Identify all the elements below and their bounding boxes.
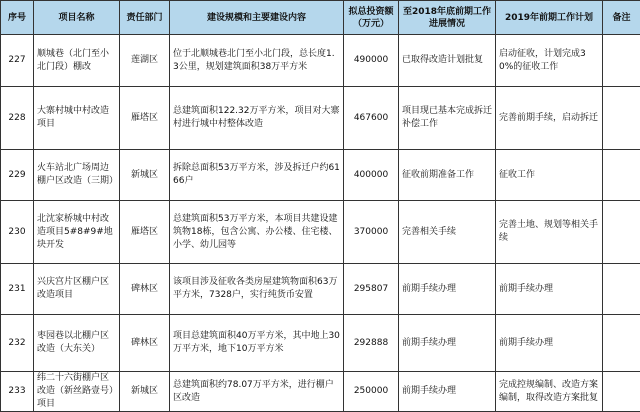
cell-scale: 总建筑面积53万平方米，本项目共建设建筑物18栋，包含公寓、办公楼、住宅楼、小学、幼儿园等 bbox=[170, 201, 344, 264]
cell-seq: 230 bbox=[1, 201, 34, 264]
cell-progress: 已取得改造计划批复 bbox=[399, 35, 496, 87]
cell-dept: 新城区 bbox=[120, 150, 170, 201]
header-row bbox=[1, 1, 640, 35]
cell-invest: 370000 bbox=[344, 201, 399, 264]
header-progress: 至2018年底前期工作进展情况 bbox=[399, 1, 496, 35]
cell-scale: 该项目涉及征收各类房屋建筑物面积63万平方米，7328户，实行纯货币安置 bbox=[170, 264, 344, 315]
table-row bbox=[1, 150, 640, 201]
cell-plan: 前期手续办理 bbox=[496, 315, 603, 372]
cell-note bbox=[603, 150, 640, 201]
cell-scale: 总建筑面积122.32万平方米，项目对大寨村进行城中村整体改造 bbox=[170, 87, 344, 150]
cell-name: 纬二十六街棚户区改造（新丝路壹号）项目 bbox=[34, 372, 120, 412]
cell-dept: 雁塔区 bbox=[120, 201, 170, 264]
cell-plan: 完善土地、规划等相关手续 bbox=[496, 201, 603, 264]
header-name: 项目名称 bbox=[34, 1, 120, 35]
cell-invest: 295807 bbox=[344, 264, 399, 315]
cell-scale: 总建筑面积约78.07万平方米，进行棚户区改造 bbox=[170, 372, 344, 412]
cell-name: 枣园巷以北棚户区改造（大东关） bbox=[34, 315, 120, 372]
cell-seq: 233 bbox=[1, 372, 34, 412]
cell-note bbox=[603, 35, 640, 87]
cell-note bbox=[603, 201, 640, 264]
cell-name: 顺城巷（北门至小北门段）棚改 bbox=[34, 35, 120, 87]
header-scale: 建设规模和主要建设内容 bbox=[170, 1, 344, 35]
cell-plan: 完善前期手续，启动拆迁 bbox=[496, 87, 603, 150]
cell-dept: 莲湖区 bbox=[120, 35, 170, 87]
cell-name: 大寨村城中村改造项目 bbox=[34, 87, 120, 150]
cell-name: 兴庆宫片区棚户区改造项目 bbox=[34, 264, 120, 315]
header-invest: 拟总投资额（万元） bbox=[344, 1, 399, 35]
cell-invest: 400000 bbox=[344, 150, 399, 201]
cell-seq: 228 bbox=[1, 87, 34, 150]
cell-progress: 前期手续办理 bbox=[399, 264, 496, 315]
cell-invest: 292888 bbox=[344, 315, 399, 372]
cell-invest: 490000 bbox=[344, 35, 399, 87]
table-row bbox=[1, 87, 640, 150]
cell-invest: 250000 bbox=[344, 372, 399, 412]
table-row bbox=[1, 35, 640, 87]
table-row bbox=[1, 372, 640, 412]
cell-progress: 完善相关手续 bbox=[399, 201, 496, 264]
header-note: 备注 bbox=[603, 1, 640, 35]
cell-plan: 前期手续办理 bbox=[496, 264, 603, 315]
header-seq: 序号 bbox=[1, 1, 34, 35]
cell-progress: 前期手续办理 bbox=[399, 315, 496, 372]
cell-progress: 前期手续办理 bbox=[399, 372, 496, 412]
cell-seq: 227 bbox=[1, 35, 34, 87]
cell-dept: 碑林区 bbox=[120, 264, 170, 315]
cell-note bbox=[603, 372, 640, 412]
cell-progress: 征收前期准备工作 bbox=[399, 150, 496, 201]
cell-dept: 新城区 bbox=[120, 372, 170, 412]
header-plan: 2019年前期工作计划 bbox=[496, 1, 603, 35]
table-row bbox=[1, 315, 640, 372]
cell-scale: 位于北顺城巷北门至小北门段，总长度1.3公里，规划建筑面积38万平方米 bbox=[170, 35, 344, 87]
cell-dept: 雁塔区 bbox=[120, 87, 170, 150]
cell-progress: 项目现已基本完成拆迁补偿工作 bbox=[399, 87, 496, 150]
cell-plan: 征收工作 bbox=[496, 150, 603, 201]
cell-seq: 231 bbox=[1, 264, 34, 315]
cell-plan: 完成控规编制、改造方案编制，取得改造方案批复 bbox=[496, 372, 603, 412]
cell-scale: 拆除总面积53万平方米，涉及拆迁户约6166户 bbox=[170, 150, 344, 201]
table-row bbox=[1, 201, 640, 264]
cell-name: 火车站北广场周边棚户区改造（三期） bbox=[34, 150, 120, 201]
cell-invest: 467600 bbox=[344, 87, 399, 150]
cell-seq: 232 bbox=[1, 315, 34, 372]
cell-note bbox=[603, 87, 640, 150]
cell-seq: 229 bbox=[1, 150, 34, 201]
cell-note bbox=[603, 315, 640, 372]
cell-dept: 碑林区 bbox=[120, 315, 170, 372]
header-dept: 责任部门 bbox=[120, 1, 170, 35]
cell-scale: 项目总建筑面积40万平方米，其中地上30万平方米，地下10万平方米 bbox=[170, 315, 344, 372]
table-row bbox=[1, 264, 640, 315]
cell-plan: 启动征收，计划完成30%的征收工作 bbox=[496, 35, 603, 87]
cell-name: 北沈家桥城中村改造项目5#8#9#地块开发 bbox=[34, 201, 120, 264]
cell-note bbox=[603, 264, 640, 315]
